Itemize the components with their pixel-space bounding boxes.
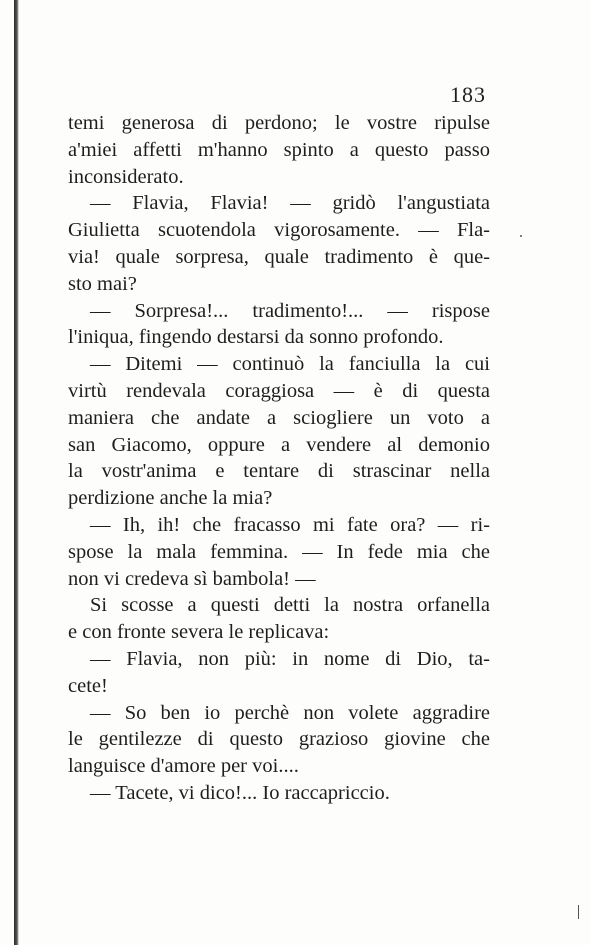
text-line: e con fronte severa le replicava: xyxy=(68,621,330,644)
text-line: Giulietta scuotendola vigorosamente. — Fla- xyxy=(68,219,490,242)
text-line: non vi credeva sì bambola! — xyxy=(68,567,316,590)
text-line: san Giacomo, oppure a vendere al demonio xyxy=(68,433,490,456)
text-line: — Ditemi — continuò la fanciulla la cui xyxy=(90,353,490,376)
paragraph xyxy=(68,110,490,190)
text-line: — So ben io perchè non volete aggradire xyxy=(90,701,490,724)
text-line: Si scosse a questi detti la nostra orfanella xyxy=(90,594,490,617)
paragraph xyxy=(68,592,490,646)
text-line: cete! xyxy=(68,674,108,697)
text-line: spose la mala femmina. — In fede mia che xyxy=(68,540,490,563)
text-line: languisce d'amore per voi.... xyxy=(68,755,299,778)
paragraph xyxy=(68,512,490,592)
text-line: — Flavia, Flavia! — gridò l'angustiata xyxy=(90,192,490,215)
text-line: l'iniqua, fingendo destarsi da sonno profondo. xyxy=(68,326,444,349)
text-line: — Flavia, non più: in nome di Dio, ta- xyxy=(90,647,490,670)
text-line: via! quale sorpresa, quale tradimento è que- xyxy=(68,245,490,268)
paragraph xyxy=(68,351,490,512)
paragraph xyxy=(68,780,490,807)
body-text xyxy=(68,110,490,807)
text-line: — Sorpresa!... tradimento!... — rispose xyxy=(90,299,490,322)
text-line: a'miei affetti m'hanno spinto a questo passo xyxy=(68,138,490,161)
text-line: temi generosa di perdono; le vostre ripulse xyxy=(68,112,490,134)
text-line: maniera che andate a sciogliere un voto a xyxy=(68,406,490,429)
text-line: sto mai? xyxy=(68,272,137,295)
text-line: le gentilezze di questo grazioso giovine che xyxy=(68,728,490,751)
paragraph xyxy=(68,646,490,700)
paragraph xyxy=(68,190,490,297)
binding-edge xyxy=(14,0,19,945)
text-line: la vostr'anima e tentare di strascinar nella xyxy=(68,460,490,483)
text-line: — Ih, ih! che fracasso mi fate ora? — ri- xyxy=(90,513,490,536)
paragraph xyxy=(68,298,490,352)
paper-speck xyxy=(520,235,522,237)
text-line: inconsiderato. xyxy=(68,165,184,188)
paragraph xyxy=(68,700,490,780)
text-line: — Tacete, vi dico!... Io raccapriccio. xyxy=(90,781,390,804)
paper-mark xyxy=(578,905,579,919)
page-number: 183 xyxy=(450,82,486,107)
text-line: perdizione anche la mia? xyxy=(68,487,273,510)
text-line: virtù rendevala coraggiosa — è di questa xyxy=(68,379,490,402)
